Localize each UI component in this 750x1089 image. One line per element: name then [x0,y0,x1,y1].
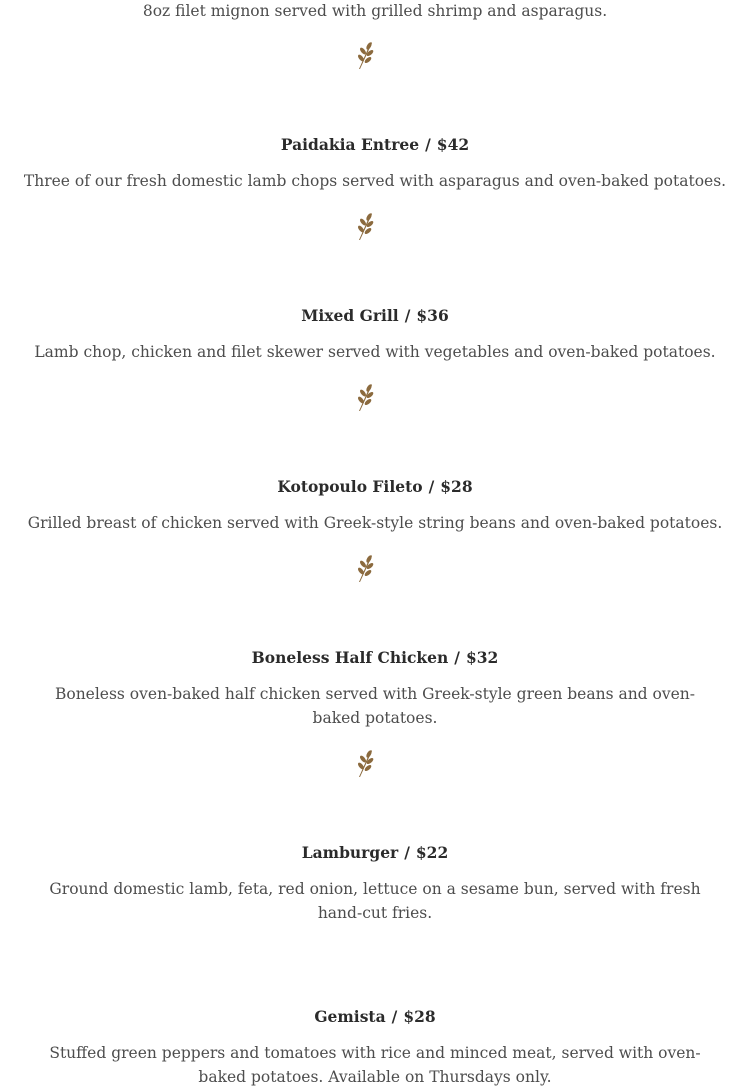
menu-item-title [0,842,750,864]
price-separator: / [428,477,435,496]
price-separator: / [404,306,411,325]
menu-item-price: $22 [415,843,449,862]
menu-item-description: Three of our fresh domestic lamb chops served with asparagus and oven-baked potatoes. [23,172,727,190]
menu-item-name: Kotopoulo Fileto [277,477,423,496]
menu-item-name: Lamburger [301,843,399,862]
menu-item [0,842,750,864]
menu-item-description: Grilled breast of chicken served with Greek-style string beans and oven-baked potatoes. [27,514,723,532]
menu-item-desc-wrap [0,511,750,535]
menu-item-title [0,647,750,669]
menu-item-desc-wrap [0,682,750,730]
menu-item-title [0,305,750,327]
wheat-icon [353,211,377,241]
menu-item-title [0,134,750,156]
menu-item-price: $32 [465,648,499,667]
menu-item-description: Boneless oven-baked half chicken served with Greek-style green beans and oven-baked potatoes. [54,685,696,727]
price-separator: / [425,135,431,154]
menu-item-description: Ground domestic lamb, feta, red onion, lettuce on a sesame bun, served with fresh hand-cut fries. [49,880,701,922]
menu-item-price: $42 [436,135,470,154]
menu-item-name: Gemista [314,1007,386,1026]
menu-item-desc-wrap [0,1041,750,1089]
menu-item-desc-wrap [0,169,750,193]
price-separator: / [391,1007,398,1026]
menu-item [0,0,750,22]
wheat-icon [353,553,377,583]
menu-item-name: Boneless Half Chicken [251,648,449,667]
menu-item [0,476,750,498]
menu-item-desc-wrap [0,340,750,364]
menu-item [0,647,750,669]
menu-item [0,305,750,327]
price-separator: / [404,843,410,862]
menu-item-description: Lamb chop, chicken and filet skewer served with vegetables and oven-baked potatoes. [34,343,716,361]
menu-item-price: $28 [403,1007,436,1026]
menu-item-description: 8oz filet mignon served with grilled shrimp and asparagus. [142,2,608,20]
wheat-icon [353,40,377,70]
price-separator: / [454,648,460,667]
menu-item [0,134,750,156]
menu-item-description: Stuffed green peppers and tomatoes with rice and minced meat, served with oven-baked potatoes. Available on Thursdays only. [49,1044,701,1086]
wheat-icon [353,382,377,412]
menu-item-name: Paidakia Entree [280,135,420,154]
wheat-icon [353,748,377,778]
menu-item-price: $36 [416,306,449,325]
menu-item [0,1006,750,1028]
menu-item-title [0,476,750,498]
menu-item-desc-wrap [0,877,750,925]
menu-item-price: $28 [440,477,473,496]
menu-item-title [0,1006,750,1028]
menu-item-name: Mixed Grill [301,306,399,325]
